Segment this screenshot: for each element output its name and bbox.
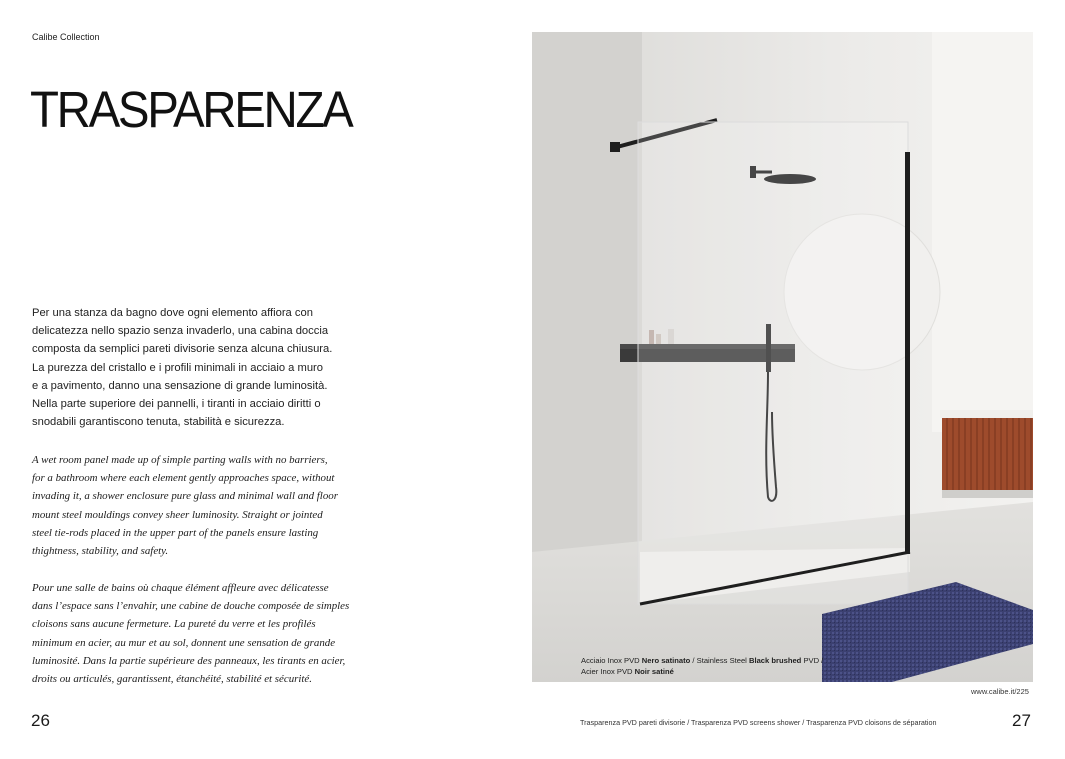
- photo-caption: [581, 656, 823, 677]
- caption-text: / Stainless Steel: [690, 656, 749, 665]
- page-title: TRASPARENZA: [30, 81, 352, 138]
- french-description: [32, 579, 372, 688]
- right-wall: [932, 32, 1033, 432]
- italian-line: Nella parte superiore dei pannelli, i tiranti in acciaio diritti o: [32, 398, 321, 411]
- french-line: Pour une salle de bains où chaque élément affleure avec délicatesse: [32, 582, 329, 594]
- vanity-top: [940, 410, 1033, 418]
- website-link[interactable]: www.calibe.it/225: [971, 687, 1029, 696]
- footer-caption: Trasparenza PVD pareti divisorie / Trasparenza PVD screens shower / Trasparenza PVD cloisons de séparation: [580, 718, 937, 727]
- vanity-shadow: [942, 490, 1033, 498]
- english-line: steel tie-rods placed in the upper part of the panels ensure lasting: [32, 526, 319, 539]
- caption-finish: Black brushed: [748, 656, 802, 665]
- italian-line: Per una stanza da bagno dove ogni elemento affiora con: [32, 307, 313, 319]
- caption-finish: Nero satinato: [641, 656, 691, 665]
- english-line: mount steel mouldings convey sheer luminosity. Straight or jointed: [32, 508, 323, 521]
- caption-line-1: [581, 656, 823, 667]
- english-line: thightness, stability, and safety.: [32, 545, 169, 558]
- caption-text: PVD /: [801, 656, 824, 665]
- italian-line: e a pavimento, danno una sensazione di grande luminosità.: [32, 379, 328, 392]
- french-line: minimum en acier, au mur et au sol, donnent une sensation de grande: [32, 636, 336, 649]
- caption-line-2: [581, 667, 823, 678]
- glass-panel: [638, 122, 908, 604]
- italian-line: delicatezza nello spazio senza invaderlo, una cabina doccia: [32, 325, 329, 338]
- vanity-cabinet: [942, 418, 1033, 490]
- tie-rod-mount: [610, 142, 620, 152]
- shower-photo: [532, 32, 1033, 682]
- caption-text: Acier Inox PVD: [581, 666, 635, 676]
- page-number-left: 26: [31, 711, 50, 730]
- french-line: luminosité. Dans la partie supérieure des panneaux, les tirants en acier,: [32, 654, 346, 667]
- wall-profile: [905, 152, 910, 554]
- english-description: [32, 451, 372, 560]
- caption-text: Acciaio Inox PVD: [581, 656, 642, 665]
- english-line: for a bathroom where each element gently approaches space, without: [32, 472, 335, 485]
- french-line: dans l’espace sans l’envahir, une cabine de douche composée de simples: [32, 600, 350, 613]
- italian-description: [32, 304, 352, 431]
- collection-label: Calibe Collection: [32, 32, 100, 42]
- french-line: droits ou articulés, garantissent, étanchéité, stabilité et sécurité.: [32, 673, 312, 686]
- left-wall: [532, 32, 642, 617]
- caption-finish: Noir satiné: [634, 666, 674, 676]
- italian-line: La purezza del cristallo e i profili minimali in acciaio a muro: [32, 361, 323, 374]
- english-line: A wet room panel made up of simple parting walls with no barriers,: [32, 454, 328, 466]
- french-line: cloisons sans aucune fermeture. La pureté du verre et les profilés: [32, 618, 316, 631]
- italian-line: composta da semplici pareti divisorie senza alcuna chiusura.: [32, 343, 333, 356]
- italian-line: snodabili garantiscono tenuta, stabilità e sicurezza.: [32, 416, 285, 429]
- page-number-right: 27: [1012, 711, 1031, 730]
- english-line: invading it, a shower enclosure pure glass and minimal wall and floor: [32, 490, 338, 503]
